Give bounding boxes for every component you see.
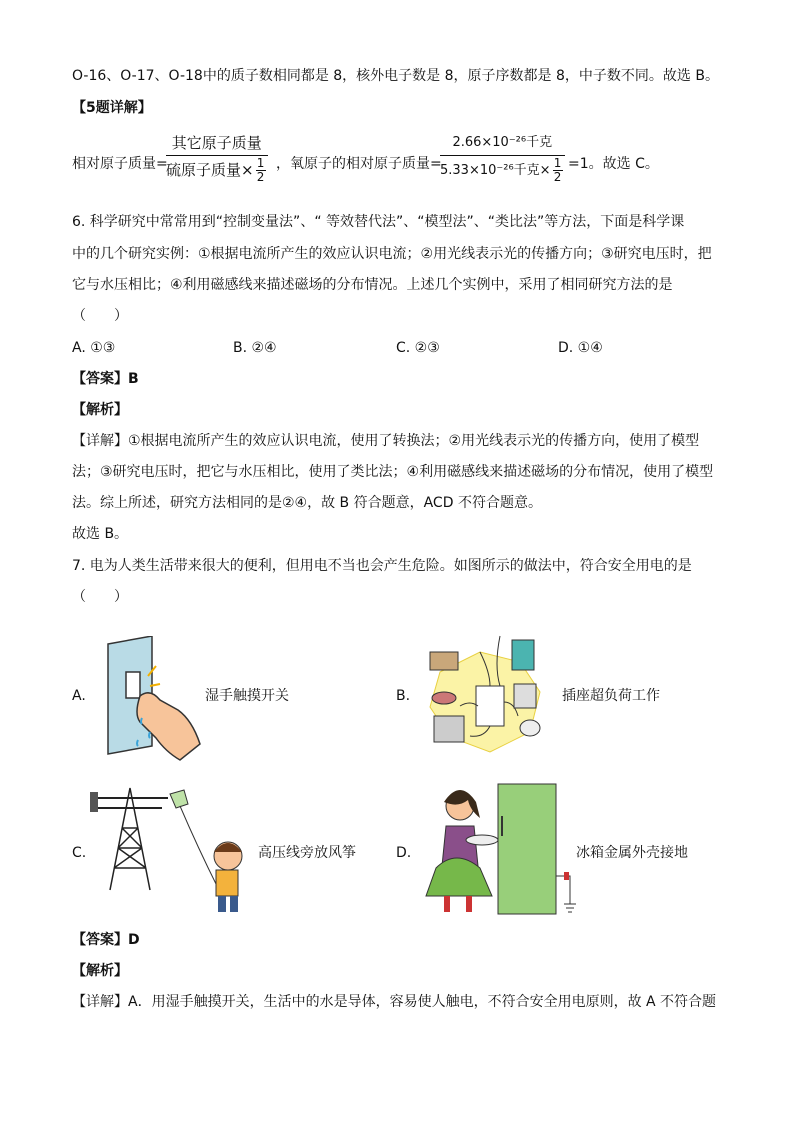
text-line: O-16、O-17、O-18中的质子数相同都是 8，核外电子数是 8，原子序数都是 8，中子数不同。故选 B。 (72, 68, 719, 84)
formula-lhs: 相对原子质量= (72, 156, 168, 172)
q7-answer: 【答案】D (72, 932, 140, 948)
q7-option-d-label: D. (396, 845, 412, 861)
q6-option-c: C. ②③ (396, 340, 440, 356)
q7-caption-b: 插座超负荷工作 (562, 688, 660, 704)
formula-tail: =1。故选 C。 (568, 156, 659, 172)
fraction-2 (440, 132, 565, 184)
q7-option-b-label: B. (396, 688, 411, 704)
q6-stem-line: 6. 科学研究中常常用到“控制变量法”、“ 等效替代法”、“模型法”、“类比法”等方法，下面是科学课 (72, 214, 685, 230)
fraction-1 (166, 132, 268, 184)
half-fraction (256, 157, 266, 184)
wet-hand-switch-illustration (100, 636, 210, 766)
q6-detail-line: 法。综上所述，研究方法相同的是②④，故 B 符合题意，ACD 不符合题意。 (72, 495, 542, 511)
grounded-fridge-illustration (416, 776, 578, 921)
fraction-1-numerator: 其它原子质量 (171, 134, 262, 152)
q7-option-a-label: A. (72, 688, 86, 704)
q6-stem-line: 它与水压相比；④利用磁感线来描述磁场的分布情况。上述几个实例中，采用了相同研究方法的是 (72, 277, 673, 293)
q6-detail-line: 故选 B。 (72, 526, 129, 542)
overloaded-outlet-illustration (420, 632, 560, 762)
q7-paren: （ ） (72, 589, 128, 605)
q6-option-d: D. ①④ (558, 340, 603, 356)
kite-power-line-illustration (88, 778, 258, 923)
fraction-bar (166, 155, 268, 156)
half-fraction (553, 157, 563, 184)
q6-detail-line: 【详解】①根据电流所产生的效应认识电流，使用了转换法；②用光线表示光的传播方向，使用了模型 (72, 433, 700, 449)
q7-caption-c: 高压线旁放风筝 (258, 845, 356, 861)
q7-analysis-label: 【解析】 (72, 963, 128, 979)
q6-option-a: A. ①③ (72, 340, 116, 356)
q7-option-c-label: C. (72, 845, 87, 861)
fraction-2-numerator: 2.66×10⁻²⁶千克 (452, 135, 553, 150)
q6-option-b: B. ②④ (233, 340, 277, 356)
q6-analysis-label: 【解析】 (72, 402, 128, 418)
q6-detail-line: 法；③研究电压时，把它与水压相比，使用了类比法；④利用磁感线来描述磁场的分布情况，使用了模型 (72, 464, 714, 480)
fraction-2-den-text: 5.33×10⁻²⁶千克× (440, 163, 551, 178)
half-den: 2 (256, 170, 265, 184)
q7-stem-line: 7. 电为人类生活带来很大的便利，但用电不当也会产生危险。如图所示的做法中，符合安全用电的是 (72, 558, 692, 574)
half-num: 1 (256, 156, 265, 170)
formula-mid: ，氧原子的相对原子质量= (276, 156, 442, 172)
fraction-2-denominator (440, 157, 565, 184)
q6-answer: 【答案】B (72, 371, 139, 387)
q7-detail-line: 【详解】A．用湿手触摸开关，生活中的水是导体，容易使人触电，不符合安全用电原则，故 A 不符合题 (72, 994, 717, 1010)
fraction-1-den-text: 硫原子质量× (166, 161, 254, 179)
fraction-bar (440, 155, 565, 156)
fraction-1-denominator (166, 157, 268, 184)
q6-paren: （ ） (72, 308, 128, 324)
q7-caption-a: 湿手触摸开关 (205, 688, 289, 704)
q7-caption-d: 冰箱金属外壳接地 (576, 845, 688, 861)
q6-stem-line: 中的几个研究实例：①根据电流所产生的效应认识电流；②用光线表示光的传播方向；③研究电压时，把 (72, 246, 712, 262)
half-den: 2 (553, 170, 562, 184)
half-num: 1 (553, 156, 562, 170)
q5-heading: 【5题详解】 (72, 100, 152, 116)
